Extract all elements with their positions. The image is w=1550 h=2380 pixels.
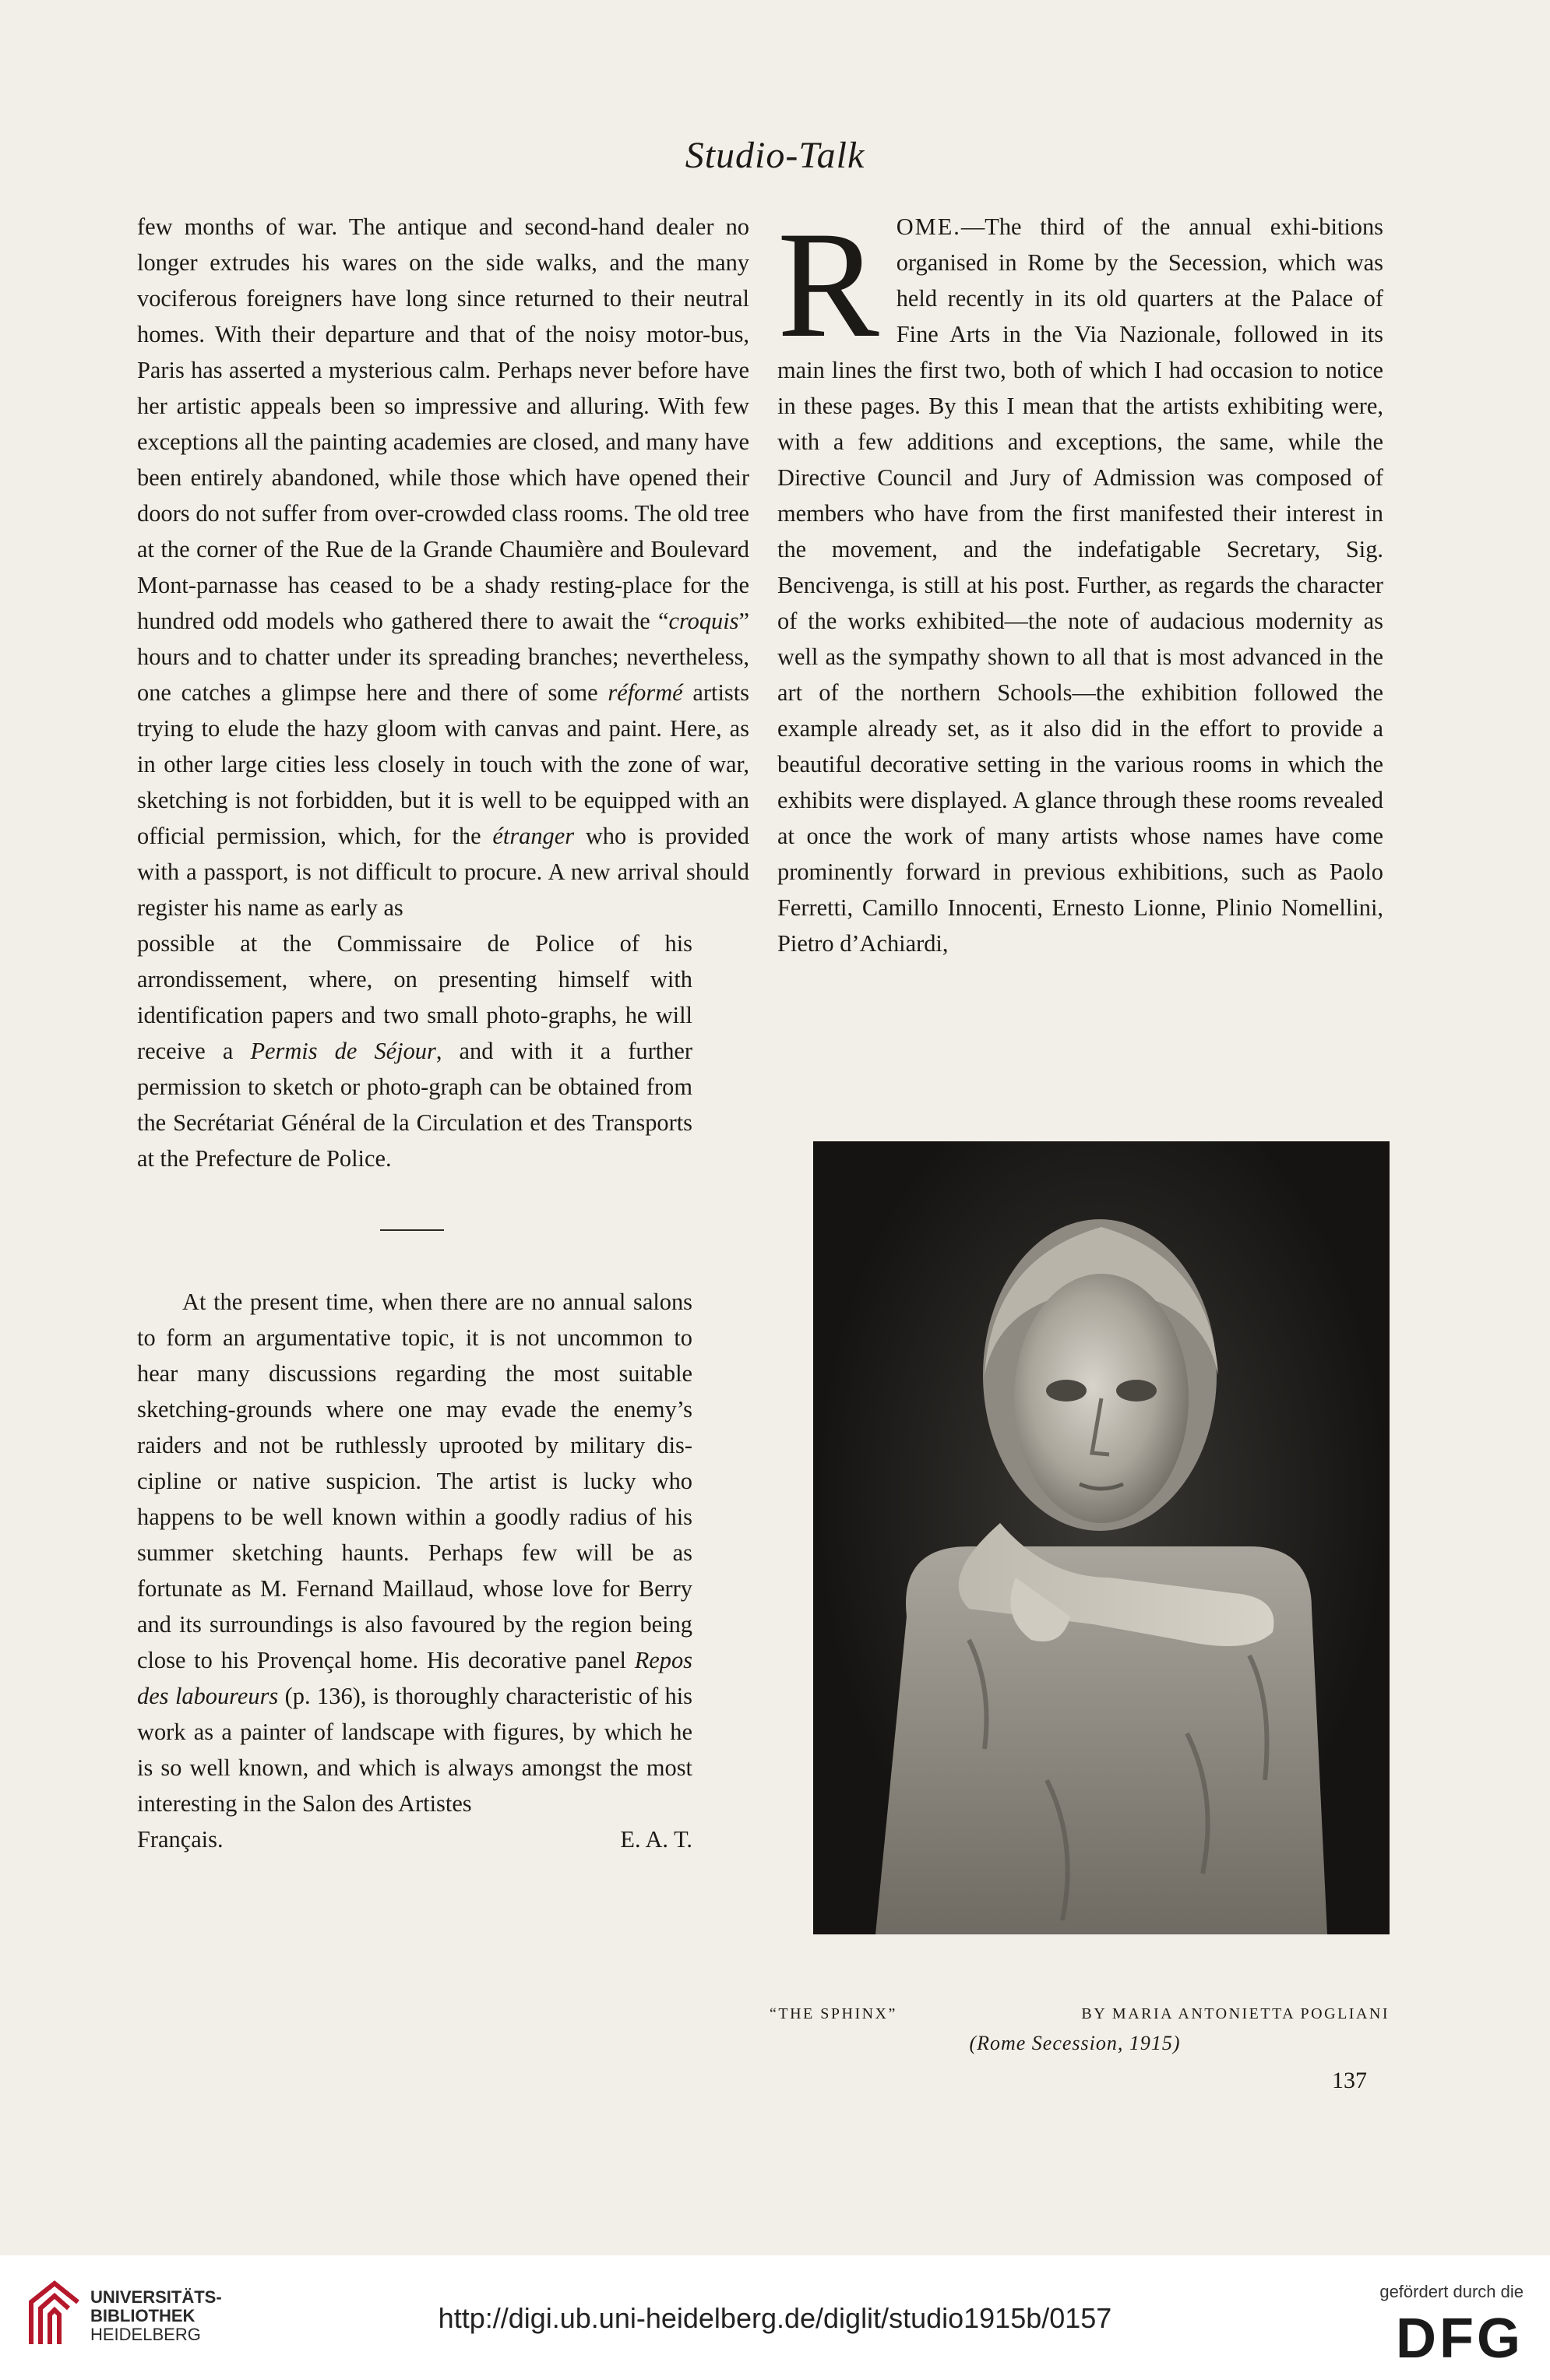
text-run: artists trying to elude the hazy gloom with canvas and paint. Here, as in other large cities less closely in touch with the zone of war, sketching is not forbidden, but it is well to be equipped with an official permission, which, for the (137, 679, 749, 849)
paragraph-maillaud (137, 1284, 692, 1821)
library-line: BIBLIOTHEK (90, 2306, 196, 2325)
running-head: Studio-Talk (685, 135, 865, 176)
library-line: HEIDELBERG (90, 2325, 201, 2344)
signoff-line (137, 1821, 730, 1857)
author-signature: E. A. T. (620, 1826, 692, 1853)
paragraph-continued (137, 209, 749, 926)
italic-term: Permis de Séjour (250, 1038, 436, 1064)
caption-title: “THE SPHINX” (770, 2005, 897, 2022)
caption-source: (Rome Secession, 1915) (969, 2032, 1181, 2054)
text-run: who is provided with a passport, is not difficult to procure. A new arrival should register his name as early as (137, 823, 749, 921)
text-run: few months of war. The antique and second-hand dealer no longer extrudes his wares on the side walks, and the many vociferous foreigners have long since returned to their neutral homes. With their departure and that of the noisy motor-bus, Paris has asserted a mysterious calm. Perhaps never before have her artistic appeals been so impressive and alluring. With few exceptions all the painting academies are closed, and many have been entirely abandoned, while those which have opened their doors do not suffer from over-crowded class rooms. The old tree at the corner of the Rue de la Grande Chaumière and Boulevard Mont-parnasse has ceased to be a shady resting-place for the hundred odd models who gathered there to await the “ (137, 213, 749, 634)
text-run: Français. (137, 1826, 224, 1853)
library-line: UNIVERSITÄTS- (90, 2287, 222, 2307)
drop-cap: R (777, 200, 879, 369)
lead-word: OME. (896, 213, 961, 240)
paragraph-permits (137, 926, 692, 1176)
left-column (137, 209, 749, 1857)
text-run: ” hours and to chatter under its spreading branches; nevertheless, one catches a glimpse here and there of some (137, 608, 749, 706)
page-number: 137 (1332, 2068, 1367, 2093)
sculpture-photograph (813, 1141, 1390, 1934)
paragraph-rome (777, 200, 1383, 961)
funded-by-label: gefördert durch die (1379, 2282, 1524, 2301)
italic-term: étranger (492, 823, 575, 849)
text-run: , and with it a further permission to sketch or photo-graph can be obtained from the Secrétariat Général de la Circulation et des Transports at the Prefecture de Police. (137, 1038, 692, 1172)
caption-artist: BY MARIA ANTONIETTA POGLIANI (1081, 2005, 1390, 2022)
text-run: (p. 136), is thoroughly characteristic of his work as a painter of landscape with figures, by which he is so well known, and which is always amongst the most interesting in the Salon des Artistes (137, 1683, 693, 1817)
italic-term: Repos des laboureurs (137, 1647, 692, 1709)
italic-term: réformé (608, 679, 683, 706)
source-url-link[interactable]: http://digi.ub.uni-heidelberg.de/diglit/studio1915b/0157 (438, 2302, 1112, 2334)
sphinx-sculpture-image (813, 1141, 1390, 1934)
digitization-footer (0, 2255, 1550, 2380)
text-run: —The third of the annual exhi-bitions organised in Rome by the Secession, which was held recently in its old quarters at the Palace of Fine Arts in the Via Nazionale, followed in its main lines the first two, both of which I had occasion to notice in these pages. By this I mean that the artists exhibiting were, with a few additions and exceptions, the same, while the Directive Council and Jury of Admission was composed of members who have from the first manifested their interest in the movement, and the indefatigable Secretary, Sig. Bencivenga, is still at his post. Further, as regards the character of the works exhibited—the note of audacious modernity as well as the sympathy shown to all that is most advanced in the art of the northern Schools—the exhibition followed the example already set, as it also did in the effort to provide a beautiful decorative setting in the various rooms in which the exhibits were displayed. A glance through these rooms revealed at once the work of many artists whose names have come prominently forward in previous exhibitions, such as Paolo Ferretti, Camillo Innocenti, Ernesto Lionne, Plinio Nomellini, Pietro d’Achiardi, (777, 213, 1383, 957)
italic-term: croquis (668, 608, 739, 634)
text-run: At the present time, when there are no annual salons to form an argumentative topic, it is not uncommon to hear many discussions regarding the most suitable sketching-grounds where one may evade the enemy’s raiders and not be ruthlessly uprooted by military dis-cipline or native suspicion. The artist is lucky who happens to be well known within a goodly radius of his summer sketching haunts. Perhaps few will be as fortunate as M. Fernand Maillaud, whose love for Berry and its surroundings is also favoured by the region being close to his Provençal home. His decorative panel (137, 1289, 692, 1673)
text-run: possible at the Commissaire de Police of his arrondissement, where, on presenting himself with identification papers and two small photo-graphs, he will receive a (137, 930, 692, 1064)
right-column (777, 200, 1383, 961)
dfg-logo: DFG (1396, 2308, 1524, 2370)
section-divider (380, 1229, 444, 1231)
